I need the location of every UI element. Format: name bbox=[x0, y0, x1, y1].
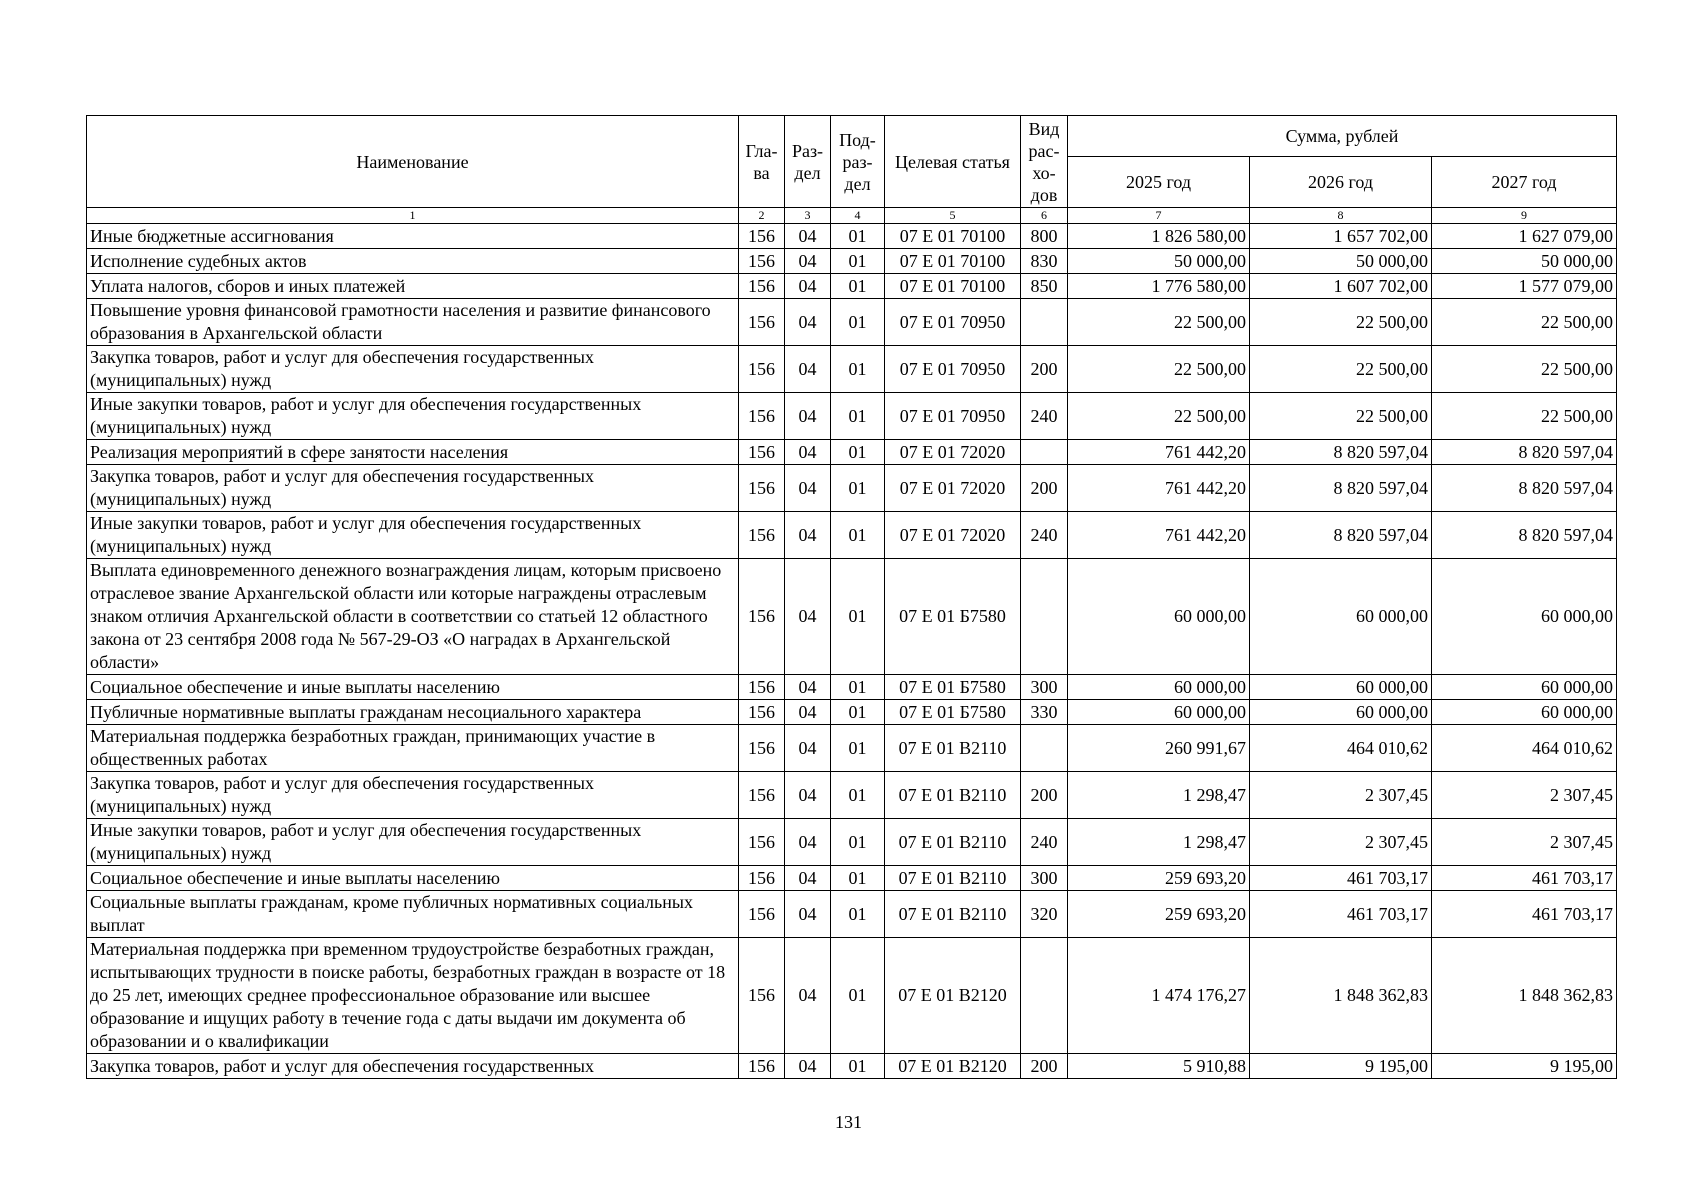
row-glava: 156 bbox=[739, 700, 785, 725]
table-header bbox=[87, 116, 1617, 224]
row-name: Закупка товаров, работ и услуг для обеспечения государственных (муниципальных) нужд bbox=[87, 465, 739, 512]
row-razdel: 04 bbox=[785, 393, 831, 440]
row-glava: 156 bbox=[739, 465, 785, 512]
header-year-2026: 2026 год bbox=[1250, 157, 1432, 208]
row-tselevaya-statya: 07 Е 01 Б7580 bbox=[885, 700, 1021, 725]
column-number: 7 bbox=[1068, 208, 1250, 224]
column-number: 9 bbox=[1432, 208, 1617, 224]
row-amount-2026: 464 010,62 bbox=[1250, 725, 1432, 772]
row-amount-2025: 60 000,00 bbox=[1068, 700, 1250, 725]
row-podrazdel: 01 bbox=[831, 725, 885, 772]
row-podrazdel: 01 bbox=[831, 440, 885, 465]
row-amount-2027: 22 500,00 bbox=[1432, 299, 1617, 346]
row-name: Иные закупки товаров, работ и услуг для обеспечения государственных (муниципальных) нужд bbox=[87, 819, 739, 866]
row-amount-2027: 22 500,00 bbox=[1432, 346, 1617, 393]
row-amount-2026: 2 307,45 bbox=[1250, 772, 1432, 819]
row-tselevaya-statya: 07 Е 01 В2120 bbox=[885, 1054, 1021, 1079]
row-amount-2027: 461 703,17 bbox=[1432, 866, 1617, 891]
header-glava: Гла-ва bbox=[739, 116, 785, 208]
table-row bbox=[87, 819, 1617, 866]
row-vid-raskhodov: 200 bbox=[1021, 772, 1068, 819]
row-glava: 156 bbox=[739, 891, 785, 938]
row-vid-raskhodov: 240 bbox=[1021, 512, 1068, 559]
row-vid-raskhodov: 240 bbox=[1021, 393, 1068, 440]
row-vid-raskhodov bbox=[1021, 559, 1068, 675]
row-podrazdel: 01 bbox=[831, 819, 885, 866]
row-glava: 156 bbox=[739, 512, 785, 559]
row-podrazdel: 01 bbox=[831, 274, 885, 299]
header-vid-raskhodov: Вид рас-хо-дов bbox=[1021, 116, 1068, 208]
row-razdel: 04 bbox=[785, 346, 831, 393]
row-vid-raskhodov: 330 bbox=[1021, 700, 1068, 725]
row-vid-raskhodov: 240 bbox=[1021, 819, 1068, 866]
row-amount-2026: 2 307,45 bbox=[1250, 819, 1432, 866]
row-amount-2027: 1 627 079,00 bbox=[1432, 224, 1617, 249]
row-razdel: 04 bbox=[785, 299, 831, 346]
row-glava: 156 bbox=[739, 1054, 785, 1079]
table-row bbox=[87, 440, 1617, 465]
row-amount-2027: 60 000,00 bbox=[1432, 700, 1617, 725]
row-tselevaya-statya: 07 Е 01 В2110 bbox=[885, 819, 1021, 866]
row-razdel: 04 bbox=[785, 675, 831, 700]
row-glava: 156 bbox=[739, 559, 785, 675]
row-amount-2026: 8 820 597,04 bbox=[1250, 512, 1432, 559]
row-name: Социальные выплаты гражданам, кроме публичных нормативных социальных выплат bbox=[87, 891, 739, 938]
row-amount-2025: 761 442,20 bbox=[1068, 440, 1250, 465]
row-name: Иные бюджетные ассигнования bbox=[87, 224, 739, 249]
row-razdel: 04 bbox=[785, 274, 831, 299]
row-amount-2025: 22 500,00 bbox=[1068, 346, 1250, 393]
table-row bbox=[87, 866, 1617, 891]
table-row bbox=[87, 512, 1617, 559]
row-podrazdel: 01 bbox=[831, 891, 885, 938]
row-tselevaya-statya: 07 Е 01 Б7580 bbox=[885, 559, 1021, 675]
row-podrazdel: 01 bbox=[831, 393, 885, 440]
row-vid-raskhodov: 200 bbox=[1021, 346, 1068, 393]
column-number: 1 bbox=[87, 208, 739, 224]
table-row bbox=[87, 675, 1617, 700]
row-amount-2025: 260 991,67 bbox=[1068, 725, 1250, 772]
row-name: Повышение уровня финансовой грамотности населения и развитие финансового образования в Архангельской области bbox=[87, 299, 739, 346]
row-amount-2026: 22 500,00 bbox=[1250, 299, 1432, 346]
row-amount-2025: 259 693,20 bbox=[1068, 891, 1250, 938]
table-row bbox=[87, 274, 1617, 299]
row-name: Материальная поддержка безработных граждан, принимающих участие в общественных работах bbox=[87, 725, 739, 772]
row-amount-2026: 22 500,00 bbox=[1250, 393, 1432, 440]
row-amount-2027: 1 577 079,00 bbox=[1432, 274, 1617, 299]
row-razdel: 04 bbox=[785, 1054, 831, 1079]
row-vid-raskhodov: 320 bbox=[1021, 891, 1068, 938]
row-tselevaya-statya: 07 Е 01 72020 bbox=[885, 465, 1021, 512]
row-vid-raskhodov: 200 bbox=[1021, 465, 1068, 512]
row-amount-2027: 2 307,45 bbox=[1432, 772, 1617, 819]
row-name: Иные закупки товаров, работ и услуг для обеспечения государственных (муниципальных) нужд bbox=[87, 512, 739, 559]
row-amount-2027: 22 500,00 bbox=[1432, 393, 1617, 440]
row-amount-2027: 60 000,00 bbox=[1432, 675, 1617, 700]
table-row bbox=[87, 465, 1617, 512]
row-vid-raskhodov: 850 bbox=[1021, 274, 1068, 299]
row-amount-2027: 1 848 362,83 bbox=[1432, 938, 1617, 1054]
header-podrazdel: Под-раз-дел bbox=[831, 116, 885, 208]
row-tselevaya-statya: 07 Е 01 В2110 bbox=[885, 772, 1021, 819]
row-tselevaya-statya: 07 Е 01 72020 bbox=[885, 512, 1021, 559]
table-row bbox=[87, 346, 1617, 393]
row-glava: 156 bbox=[739, 440, 785, 465]
row-glava: 156 bbox=[739, 299, 785, 346]
row-name: Закупка товаров, работ и услуг для обеспечения государственных (муниципальных) нужд bbox=[87, 346, 739, 393]
row-amount-2025: 761 442,20 bbox=[1068, 465, 1250, 512]
row-vid-raskhodov: 300 bbox=[1021, 675, 1068, 700]
row-name: Закупка товаров, работ и услуг для обеспечения государственных bbox=[87, 1054, 739, 1079]
table-row bbox=[87, 224, 1617, 249]
row-amount-2026: 60 000,00 bbox=[1250, 559, 1432, 675]
row-amount-2026: 1 657 702,00 bbox=[1250, 224, 1432, 249]
row-glava: 156 bbox=[739, 819, 785, 866]
row-vid-raskhodov bbox=[1021, 299, 1068, 346]
row-amount-2026: 60 000,00 bbox=[1250, 700, 1432, 725]
row-razdel: 04 bbox=[785, 249, 831, 274]
row-razdel: 04 bbox=[785, 772, 831, 819]
row-razdel: 04 bbox=[785, 891, 831, 938]
row-amount-2026: 50 000,00 bbox=[1250, 249, 1432, 274]
row-amount-2025: 1 298,47 bbox=[1068, 819, 1250, 866]
header-name: Наименование bbox=[87, 116, 739, 208]
row-amount-2025: 1 474 176,27 bbox=[1068, 938, 1250, 1054]
table-row bbox=[87, 700, 1617, 725]
row-vid-raskhodov: 200 bbox=[1021, 1054, 1068, 1079]
row-name: Социальное обеспечение и иные выплаты населению bbox=[87, 675, 739, 700]
table-row bbox=[87, 725, 1617, 772]
row-name: Выплата единовременного денежного вознаграждения лицам, которым присвоено отраслевое звание Архангельской области или которые награждены отраслевым знаком отличия Архангельской области в соответствии со статьей 12 областного закона от 23 сентября 2008 года № 567-29-ОЗ «О наградах в Архангельской области» bbox=[87, 559, 739, 675]
row-glava: 156 bbox=[739, 346, 785, 393]
row-name: Реализация мероприятий в сфере занятости населения bbox=[87, 440, 739, 465]
row-tselevaya-statya: 07 Е 01 72020 bbox=[885, 440, 1021, 465]
row-amount-2026: 1 607 702,00 bbox=[1250, 274, 1432, 299]
row-tselevaya-statya: 07 Е 01 В2110 bbox=[885, 866, 1021, 891]
table-row bbox=[87, 891, 1617, 938]
column-number-row bbox=[87, 208, 1617, 224]
column-number: 4 bbox=[831, 208, 885, 224]
header-year-2027: 2027 год bbox=[1432, 157, 1617, 208]
row-podrazdel: 01 bbox=[831, 465, 885, 512]
row-razdel: 04 bbox=[785, 512, 831, 559]
row-amount-2026: 8 820 597,04 bbox=[1250, 465, 1432, 512]
budget-table bbox=[86, 115, 1617, 1079]
column-number: 2 bbox=[739, 208, 785, 224]
row-amount-2025: 1 298,47 bbox=[1068, 772, 1250, 819]
row-razdel: 04 bbox=[785, 938, 831, 1054]
row-vid-raskhodov bbox=[1021, 440, 1068, 465]
header-year-2025: 2025 год bbox=[1068, 157, 1250, 208]
row-glava: 156 bbox=[739, 938, 785, 1054]
column-number: 5 bbox=[885, 208, 1021, 224]
row-name: Исполнение судебных актов bbox=[87, 249, 739, 274]
row-amount-2027: 8 820 597,04 bbox=[1432, 465, 1617, 512]
row-amount-2027: 2 307,45 bbox=[1432, 819, 1617, 866]
row-amount-2025: 22 500,00 bbox=[1068, 393, 1250, 440]
row-razdel: 04 bbox=[785, 440, 831, 465]
row-glava: 156 bbox=[739, 274, 785, 299]
row-glava: 156 bbox=[739, 393, 785, 440]
row-podrazdel: 01 bbox=[831, 1054, 885, 1079]
row-glava: 156 bbox=[739, 866, 785, 891]
row-razdel: 04 bbox=[785, 866, 831, 891]
table-row bbox=[87, 299, 1617, 346]
header-summa: Сумма, рублей bbox=[1068, 116, 1617, 157]
row-amount-2025: 50 000,00 bbox=[1068, 249, 1250, 274]
row-amount-2026: 461 703,17 bbox=[1250, 891, 1432, 938]
row-amount-2027: 50 000,00 bbox=[1432, 249, 1617, 274]
row-amount-2025: 5 910,88 bbox=[1068, 1054, 1250, 1079]
row-tselevaya-statya: 07 Е 01 Б7580 bbox=[885, 675, 1021, 700]
row-razdel: 04 bbox=[785, 465, 831, 512]
column-number: 8 bbox=[1250, 208, 1432, 224]
row-amount-2025: 259 693,20 bbox=[1068, 866, 1250, 891]
table-row bbox=[87, 1054, 1617, 1079]
row-amount-2026: 60 000,00 bbox=[1250, 675, 1432, 700]
page-number: 131 bbox=[835, 1112, 862, 1132]
row-podrazdel: 01 bbox=[831, 675, 885, 700]
row-vid-raskhodov: 300 bbox=[1021, 866, 1068, 891]
row-podrazdel: 01 bbox=[831, 938, 885, 1054]
row-razdel: 04 bbox=[785, 559, 831, 675]
row-amount-2025: 60 000,00 bbox=[1068, 559, 1250, 675]
row-tselevaya-statya: 07 Е 01 70100 bbox=[885, 224, 1021, 249]
row-amount-2026: 461 703,17 bbox=[1250, 866, 1432, 891]
row-glava: 156 bbox=[739, 725, 785, 772]
row-vid-raskhodov bbox=[1021, 938, 1068, 1054]
row-vid-raskhodov: 830 bbox=[1021, 249, 1068, 274]
row-tselevaya-statya: 07 Е 01 70100 bbox=[885, 249, 1021, 274]
row-name: Уплата налогов, сборов и иных платежей bbox=[87, 274, 739, 299]
row-podrazdel: 01 bbox=[831, 346, 885, 393]
row-podrazdel: 01 bbox=[831, 866, 885, 891]
row-podrazdel: 01 bbox=[831, 559, 885, 675]
header-tselevaya-statya: Целевая статья bbox=[885, 116, 1021, 208]
row-tselevaya-statya: 07 Е 01 В2110 bbox=[885, 891, 1021, 938]
row-amount-2026: 9 195,00 bbox=[1250, 1054, 1432, 1079]
row-vid-raskhodov bbox=[1021, 725, 1068, 772]
row-amount-2025: 1 826 580,00 bbox=[1068, 224, 1250, 249]
row-razdel: 04 bbox=[785, 819, 831, 866]
row-amount-2026: 1 848 362,83 bbox=[1250, 938, 1432, 1054]
row-amount-2025: 1 776 580,00 bbox=[1068, 274, 1250, 299]
table-row bbox=[87, 559, 1617, 675]
row-amount-2027: 9 195,00 bbox=[1432, 1054, 1617, 1079]
row-podrazdel: 01 bbox=[831, 249, 885, 274]
row-amount-2026: 8 820 597,04 bbox=[1250, 440, 1432, 465]
row-amount-2026: 22 500,00 bbox=[1250, 346, 1432, 393]
row-razdel: 04 bbox=[785, 224, 831, 249]
row-podrazdel: 01 bbox=[831, 700, 885, 725]
row-podrazdel: 01 bbox=[831, 772, 885, 819]
row-razdel: 04 bbox=[785, 700, 831, 725]
row-tselevaya-statya: 07 Е 01 70950 bbox=[885, 299, 1021, 346]
row-tselevaya-statya: 07 Е 01 70950 bbox=[885, 393, 1021, 440]
row-amount-2025: 60 000,00 bbox=[1068, 675, 1250, 700]
row-amount-2025: 22 500,00 bbox=[1068, 299, 1250, 346]
row-amount-2027: 60 000,00 bbox=[1432, 559, 1617, 675]
table-row bbox=[87, 249, 1617, 274]
row-glava: 156 bbox=[739, 249, 785, 274]
header-razdel: Раз-дел bbox=[785, 116, 831, 208]
row-glava: 156 bbox=[739, 224, 785, 249]
table-row bbox=[87, 938, 1617, 1054]
row-tselevaya-statya: 07 Е 01 В2110 bbox=[885, 725, 1021, 772]
column-number: 3 bbox=[785, 208, 831, 224]
row-amount-2027: 464 010,62 bbox=[1432, 725, 1617, 772]
row-glava: 156 bbox=[739, 675, 785, 700]
table-row bbox=[87, 393, 1617, 440]
row-amount-2027: 8 820 597,04 bbox=[1432, 512, 1617, 559]
column-number: 6 bbox=[1021, 208, 1068, 224]
row-name: Социальное обеспечение и иные выплаты населению bbox=[87, 866, 739, 891]
row-amount-2027: 8 820 597,04 bbox=[1432, 440, 1617, 465]
row-vid-raskhodov: 800 bbox=[1021, 224, 1068, 249]
row-tselevaya-statya: 07 Е 01 70100 bbox=[885, 274, 1021, 299]
row-tselevaya-statya: 07 Е 01 В2120 bbox=[885, 938, 1021, 1054]
row-amount-2025: 761 442,20 bbox=[1068, 512, 1250, 559]
row-name: Иные закупки товаров, работ и услуг для обеспечения государственных (муниципальных) нужд bbox=[87, 393, 739, 440]
row-tselevaya-statya: 07 Е 01 70950 bbox=[885, 346, 1021, 393]
row-amount-2027: 461 703,17 bbox=[1432, 891, 1617, 938]
table-row bbox=[87, 772, 1617, 819]
row-podrazdel: 01 bbox=[831, 299, 885, 346]
row-podrazdel: 01 bbox=[831, 224, 885, 249]
table-body bbox=[87, 224, 1617, 1079]
row-glava: 156 bbox=[739, 772, 785, 819]
row-name: Материальная поддержка при временном трудоустройстве безработных граждан, испытывающих трудности в поиске работы, безработных граждан в возрасте от 18 до 25 лет, имеющих среднее профессиональное образование или высшее образование и ищущих работу в течение года с даты выдачи им документа об образовании и о квалификации bbox=[87, 938, 739, 1054]
row-podrazdel: 01 bbox=[831, 512, 885, 559]
row-name: Публичные нормативные выплаты гражданам несоциального характера bbox=[87, 700, 739, 725]
row-razdel: 04 bbox=[785, 725, 831, 772]
row-name: Закупка товаров, работ и услуг для обеспечения государственных (муниципальных) нужд bbox=[87, 772, 739, 819]
